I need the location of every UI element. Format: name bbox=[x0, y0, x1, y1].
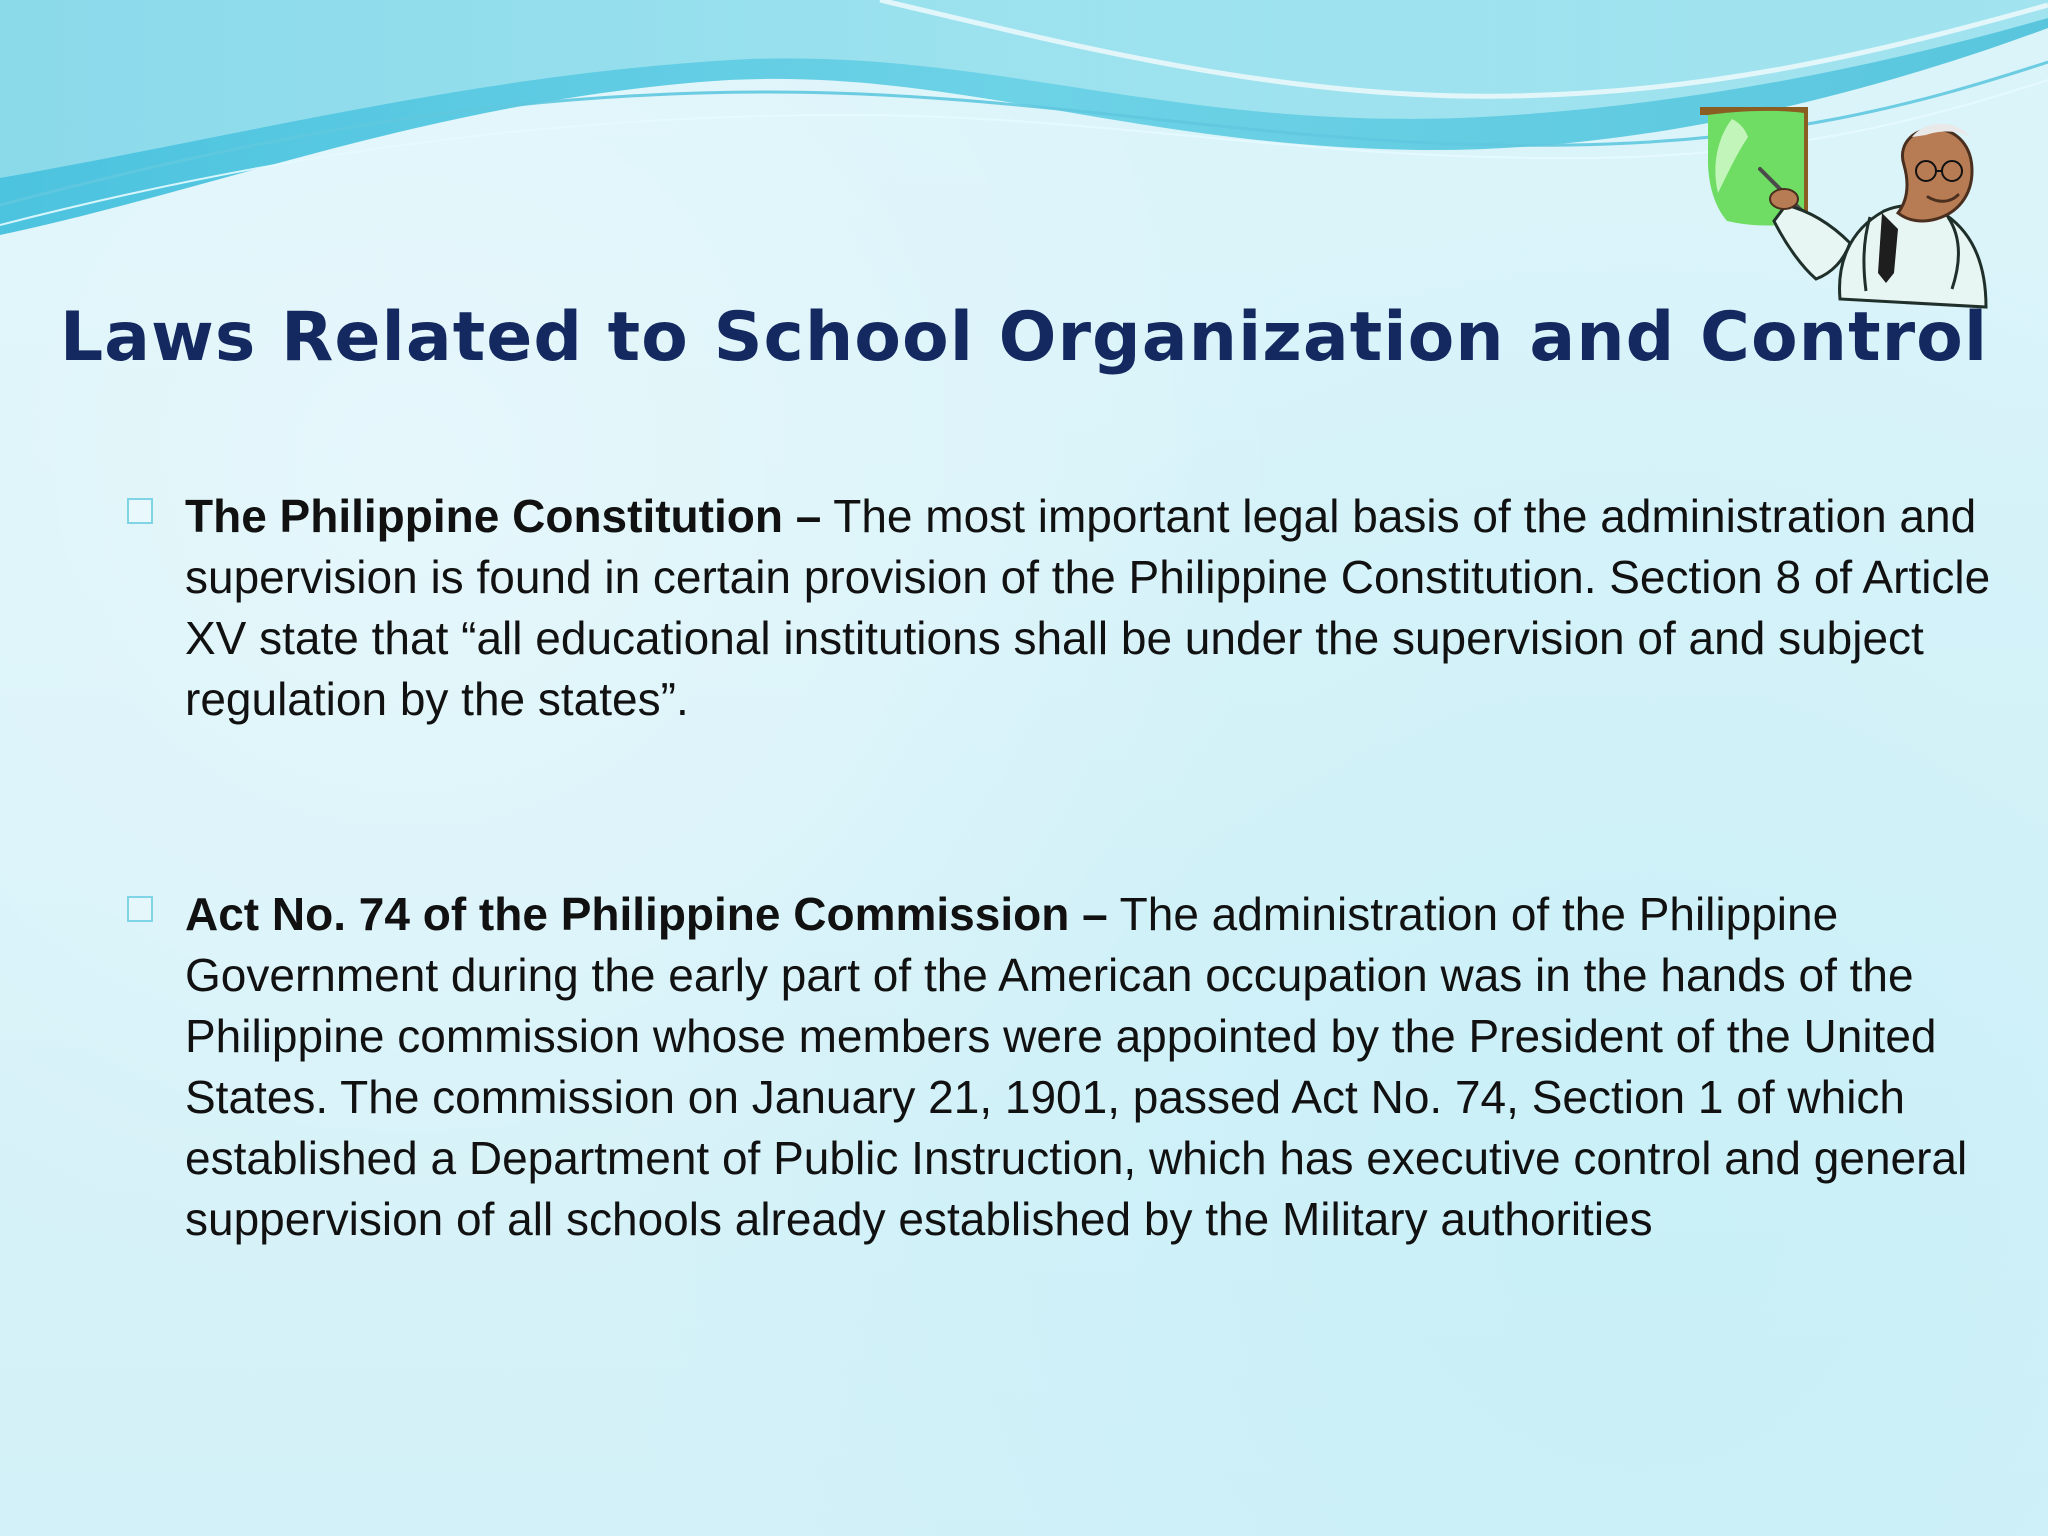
bullet-item-constitution bbox=[127, 486, 1991, 730]
slide-title: Laws Related to School Organization and Control bbox=[59, 298, 1989, 377]
bullet-heading: The Philippine Constitution – bbox=[185, 490, 822, 542]
bullet-heading: Act No. 74 of the Philippine Commission – bbox=[185, 888, 1108, 940]
bullet-paragraph bbox=[185, 486, 2045, 730]
square-bullet-icon bbox=[127, 896, 153, 922]
bullet-body: The administration of the Philippine Government during the early part of the American occupation was in the hands of the Philippine commission whose members were appointed by the President of the United States. The commission on January 21, 1901, passed Act No. 74, Section 1 of which established a Department of Public Instruction, which has executive control and general suppervision of all schools already established by the Military authorities bbox=[185, 888, 1968, 1245]
teacher-presenter-icon bbox=[1700, 95, 2000, 315]
bullet-item-act-74 bbox=[127, 884, 1968, 1250]
square-bullet-icon bbox=[127, 498, 153, 524]
bullet-body: The most important legal basis of the administration and supervision is found in certain provision of the Philippine Constitution. Section 8 of Article XV state that “all educational institutions shall be under the supervision of and subject regulation by the states”. bbox=[185, 490, 1991, 725]
bullet-paragraph bbox=[185, 884, 2045, 1250]
